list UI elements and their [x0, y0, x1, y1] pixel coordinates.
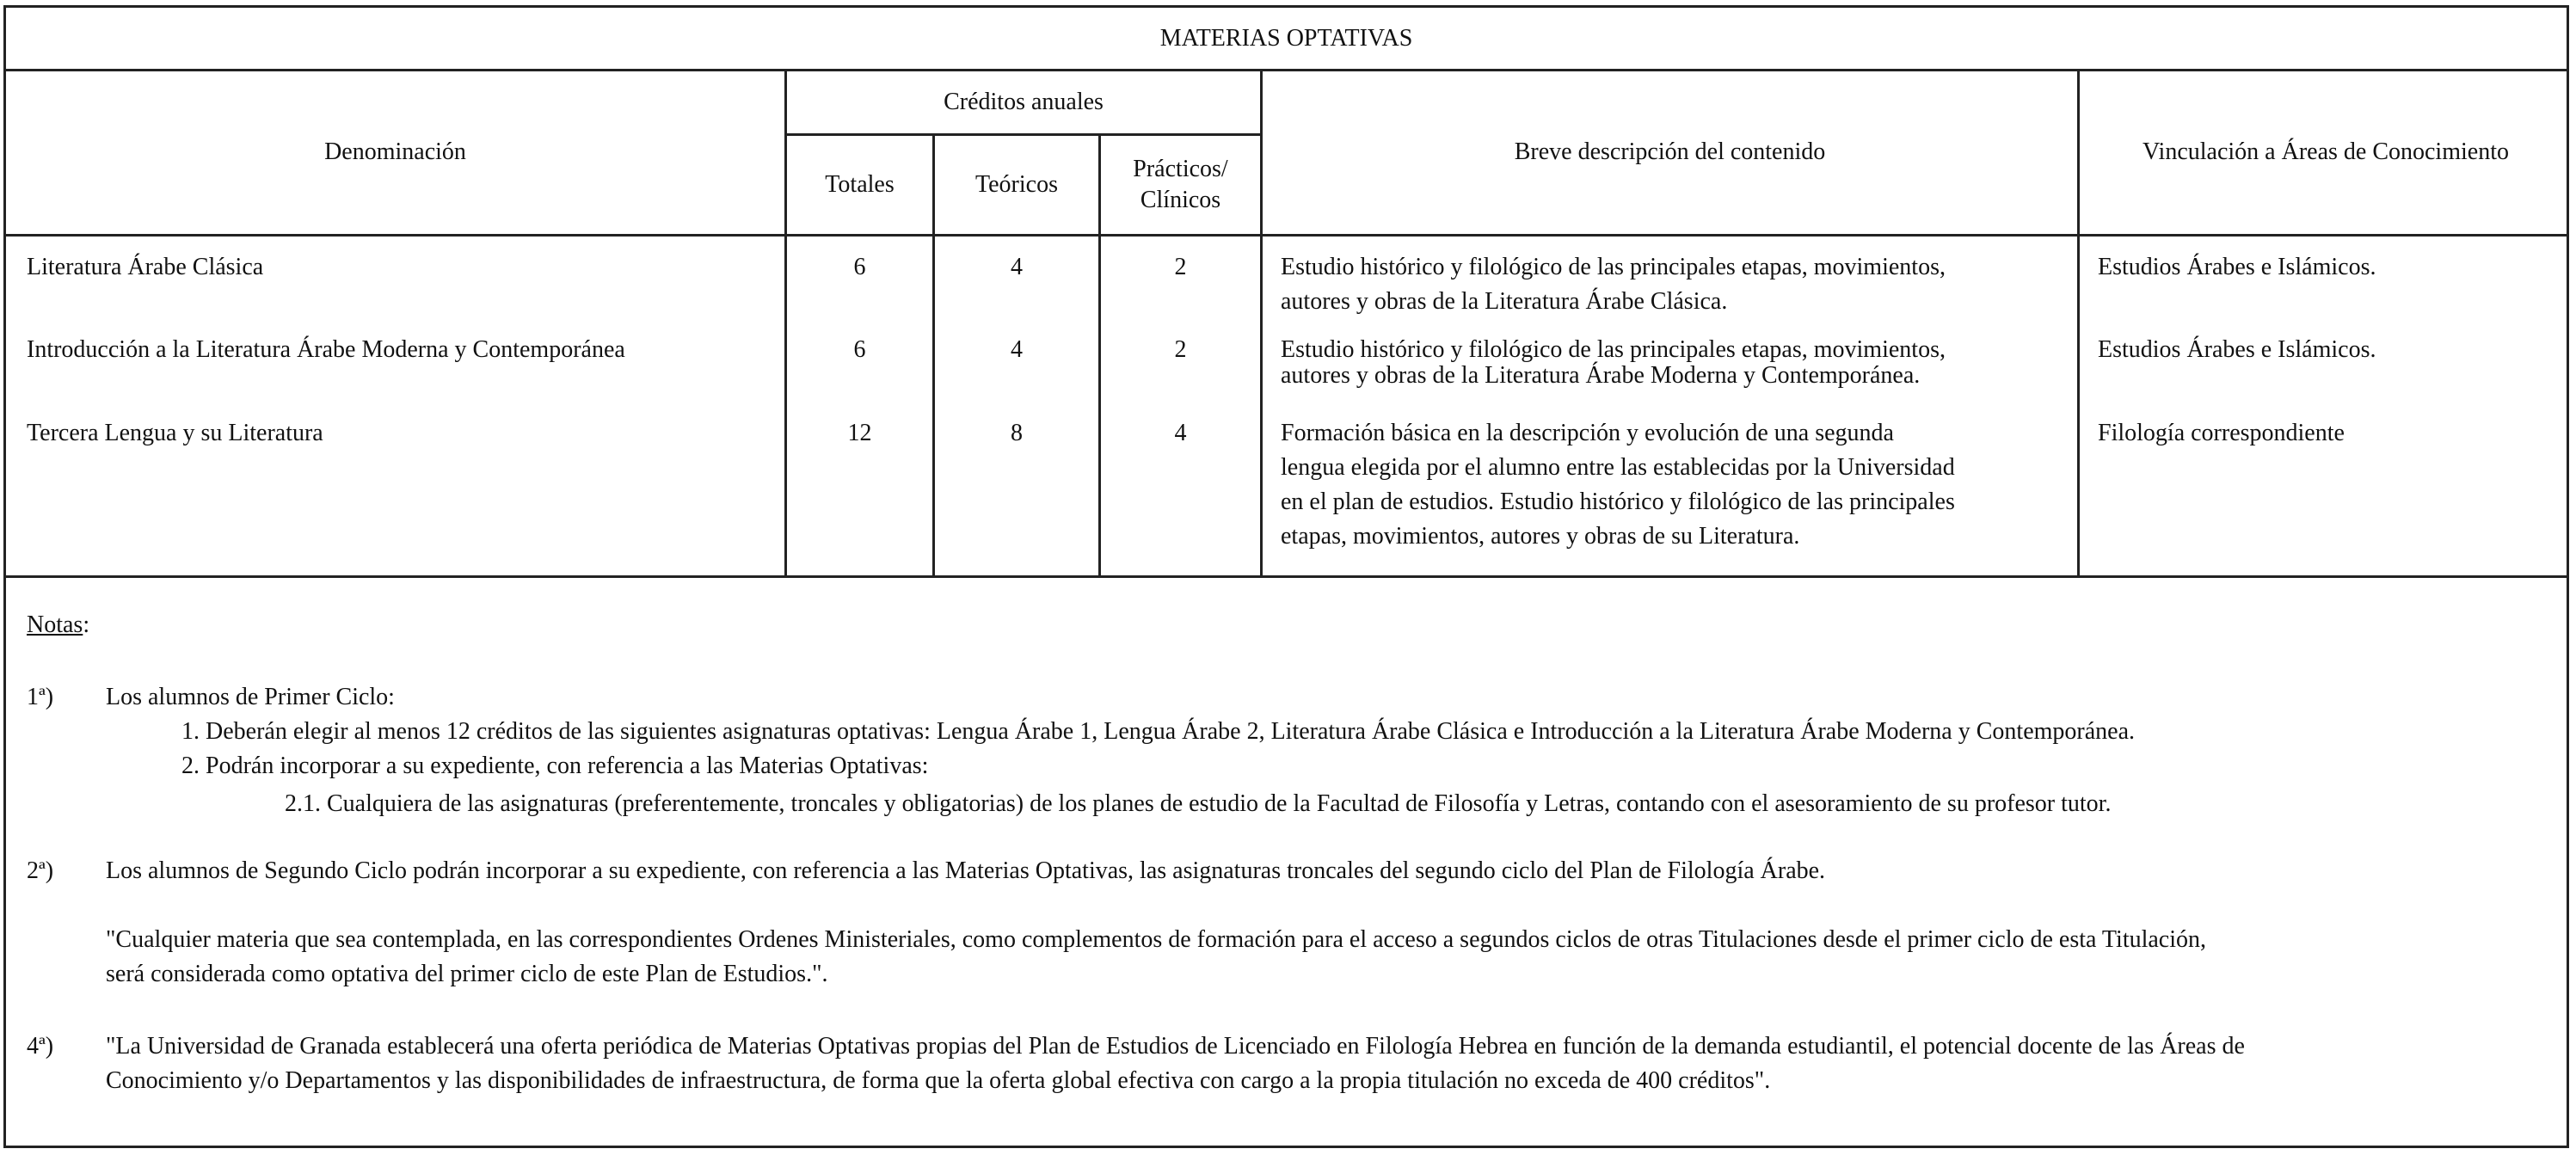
row3-desc-line1: Formación básica en la descripción y evolución de una segunda — [1281, 420, 1894, 446]
row2-teoricos: 4 — [1011, 336, 1023, 363]
note1-text: Los alumnos de Primer Ciclo: — [106, 684, 395, 710]
row3-desc-line4: etapas, movimientos, autores y obras de su Literatura. — [1281, 523, 1800, 550]
header-creditos: Créditos anuales — [944, 88, 1104, 115]
note3-block — [106, 923, 2561, 992]
row2-practicos: 2 — [1174, 336, 1187, 363]
note2-marker: 2ª) — [27, 857, 54, 884]
header-practicos-line2: Clínicos — [1140, 187, 1221, 213]
row1-name: Literatura Árabe Clásica — [27, 254, 264, 280]
row3-desc-line3: en el plan de estudios. Estudio histórico y filológico de las principales — [1281, 488, 1955, 515]
document-frame — [3, 5, 2569, 1148]
note1-item21: 2.1. Cualquiera de las asignaturas (preferentemente, troncales y obligatorias) de los planes de estudio de la Facultad de Filosofía y Letras, contando con el asesoramiento de su profesor tutor. — [285, 790, 2112, 817]
note3-line2: será considerada como optativa del primer ciclo de este Plan de Estudios.". — [106, 961, 828, 987]
row1-totales: 6 — [853, 254, 866, 280]
note4-line1: "La Universidad de Granada establecerá una oferta periódica de Materias Optativas propias del Plan de Estudios de Licenciado en Filología Hebrea en función de la demanda estudiantil, el potencial docente de las Áreas de — [106, 1033, 2245, 1060]
row2-name: Introducción a la Literatura Árabe Moderna y Contemporánea — [27, 336, 625, 363]
note2-text: Los alumnos de Segundo Ciclo podrán incorporar a su expediente, con referencia a las Materias Optativas, las asignaturas troncales del segundo ciclo del Plan de Filología Árabe. — [106, 857, 1826, 884]
note4-marker: 4ª) — [27, 1033, 54, 1060]
row3-name: Tercera Lengua y su Literatura — [27, 420, 323, 446]
note1-item1: 1. Deberán elegir al menos 12 créditos de las siguientes asignaturas optativas: Lengua Árabe 1, Lengua Árabe 2, Literatura Árabe Clásica e Introducción a la Literatura Árabe Moderna y Contemporánea. — [181, 718, 2136, 745]
row2-totales: 6 — [853, 336, 866, 363]
row3-totales: 12 — [847, 420, 872, 446]
row1-desc — [1281, 250, 2072, 319]
table-bottom-line — [6, 575, 2567, 578]
row2-desc-line1: Estudio histórico y filológico de las principales etapas, movimientos, — [1281, 336, 1946, 363]
header-totales: Totales — [825, 170, 895, 198]
header-vinculacion: Vinculación a Áreas de Conocimiento — [2143, 138, 2509, 166]
row1-desc-line2: autores y obras de la Literatura Árabe Clásica. — [1281, 288, 1728, 315]
header-descripcion: Breve descripción del contenido — [1514, 138, 1826, 166]
note1-marker: 1ª) — [27, 684, 54, 710]
header-practicos — [1101, 136, 1260, 234]
notes-heading-text: Notas — [27, 611, 83, 638]
row1-teoricos: 4 — [1011, 254, 1023, 280]
row1-desc-line1: Estudio histórico y filológico de las principales etapas, movimientos, — [1281, 254, 1946, 280]
row3-teoricos: 8 — [1011, 420, 1023, 446]
row3-area: Filología correspondiente — [2098, 420, 2345, 446]
notes-heading-colon: : — [83, 611, 90, 638]
note4-block — [106, 1029, 2561, 1098]
header-denominacion: Denominación — [324, 138, 466, 166]
row3-desc-line2: lengua elegida por el alumno entre las establecidas por la Universidad — [1281, 454, 1955, 481]
row3-desc — [1281, 416, 2072, 554]
note3-line1: "Cualquier materia que sea contemplada, en las correspondientes Ordenes Ministeriales, como complementos de formación para el acceso a segundos ciclos de otras Titulaciones desde el primer ciclo de esta Titulación, — [106, 926, 2207, 953]
row2-desc — [1281, 333, 2072, 389]
header-teoricos: Teóricos — [974, 170, 1058, 198]
notes-heading — [27, 608, 89, 642]
note1-item2: 2. Podrán incorporar a su expediente, con referencia a las Materias Optativas: — [181, 753, 929, 779]
row2-desc-line2: autores y obras de la Literatura Árabe Moderna y Contemporánea. — [1281, 362, 1921, 389]
row1-area: Estudios Árabes e Islámicos. — [2098, 254, 2376, 280]
header-practicos-line1: Prácticos/ — [1133, 155, 1228, 182]
note4-line2: Conocimiento y/o Departamentos y las disponibilidades de infraestructura, de forma que la oferta global efectiva con cargo a la propia titulación no exceda de 400 créditos". — [106, 1067, 1771, 1094]
header-bottom-line — [6, 234, 2567, 237]
row1-practicos: 2 — [1174, 254, 1187, 280]
page-title: MATERIAS OPTATIVAS — [6, 8, 2567, 71]
row3-practicos: 4 — [1174, 420, 1187, 446]
row2-area: Estudios Árabes e Islámicos. — [2098, 336, 2376, 363]
